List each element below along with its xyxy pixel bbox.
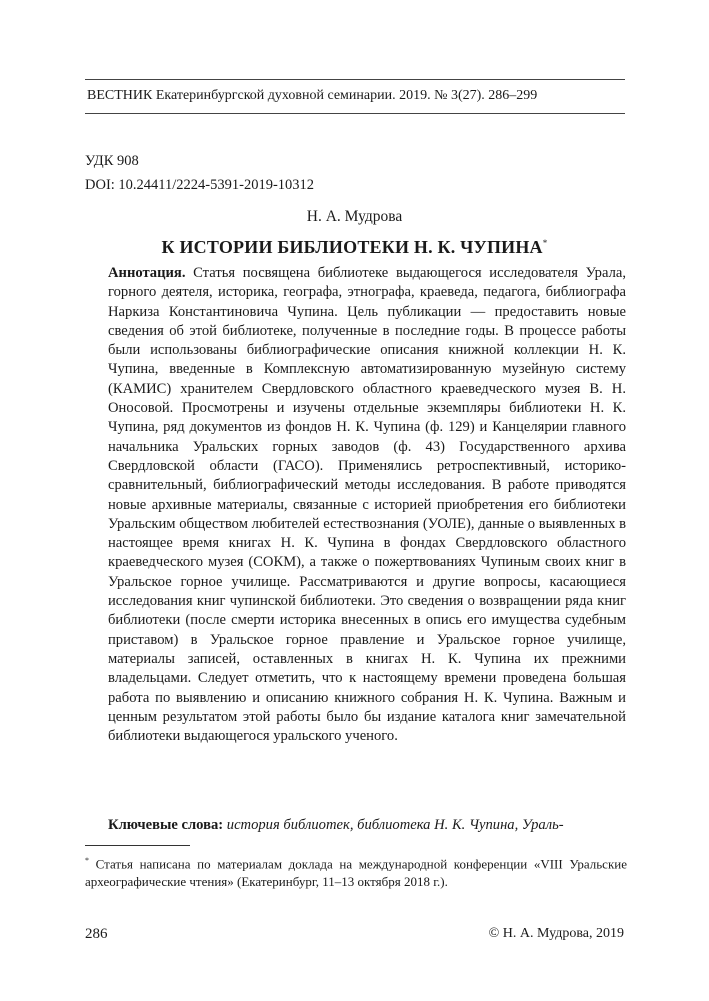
abstract-text: Статья посвящена библиотеке выдающегося исследователя Урала, горного деятеля, историка, географа, этнографа, краеведа, педагога, библиографа Наркиза Константиновича Чупина. Цель публикации — предоставить новые сведения об этой библиотеке, полученные в последние годы. В процессе работы были использованы библиографические описания книжной коллекции Н. К. Чупина, введенные в Комплексную автоматизированную музейную систему (КАМИС) хранителем Свердловского областного краеведческого музея В. Н. Оносовой. Просмотрены и изучены отдельные экземпляры библиотеки Н. К. Чупина, ряд документов из фондов Н. К. Чупина (ф. 129) и Канцелярии главного начальника Уральских горных заводов (ф. 43) Государственного архива Свердловской области (ГАСО). Применялись ретроспективный, историко-сравнительный, библиографический методы исследования. В работе приводятся новые архивные материалы, связанные с историей приобретения его библиотеки Уральским обществом любителей естествознания (УОЛЕ), данные о выявленных в настоящее время книгах Н. К. Чупина в фондах Свердловского областного краеведческого музея (СОКМ), а также о пожертвованиях Чупиным своих книг в Уральское горное училище. Рассматриваются и другие вопросы, касающиеся исследования книг чупинской библиотеки. Это сведения о возвращении ряда книг библиотеки (после смерти историка внесенных в опись его имущества судебным приставом) в Уральское горное правление и Уральское горное училище, материалы записей, оставленных в книгах Н. К. Чупина их прежними владельцами. Следует отметить, что к настоящему времени проведена большая работа по выявлению и описанию книжного собрания Н. К. Чупина. Важным и ценным результатом этой работы было бы издание каталога книг замечательной библиотеки выдающегося уральского ученого. [108,265,626,745]
abstract [108,264,626,746]
keywords-text: история библиотек, библиотека Н. К. Чупина, Ураль- [223,817,564,833]
header-bottom-rule [85,113,625,114]
article-title [0,237,709,258]
footnote [85,852,627,891]
keywords [108,817,626,834]
udk-code: УДК 908 [85,153,139,169]
author-name: Н. А. Мудрова [306,208,403,225]
journal-header: ВЕСТНИК Екатеринбургской духовной семинарии. 2019. № 3(27). 286–299 [87,88,538,103]
footnote-text: Статья написана по материалам доклада на международной конференции «VIII Уральские археографические чтения» (Екатеринбург, 11–13 октября 2018 г.). [85,856,627,890]
footnote-mark: * [85,856,89,865]
keywords-label: Ключевые слова: [108,817,224,833]
abstract-label: Аннотация. [108,265,186,281]
copyright: © Н. А. Мудрова, 2019 [488,926,624,941]
article-title-text: К ИСТОРИИ БИБЛИОТЕКИ Н. К. ЧУПИНА [161,237,543,257]
page-number: 286 [85,926,108,942]
footnote-rule [85,845,190,846]
header-top-rule [85,79,625,80]
title-footnote-mark: * [542,238,548,248]
doi: DOI: 10.24411/2224-5391-2019-10312 [85,177,315,193]
